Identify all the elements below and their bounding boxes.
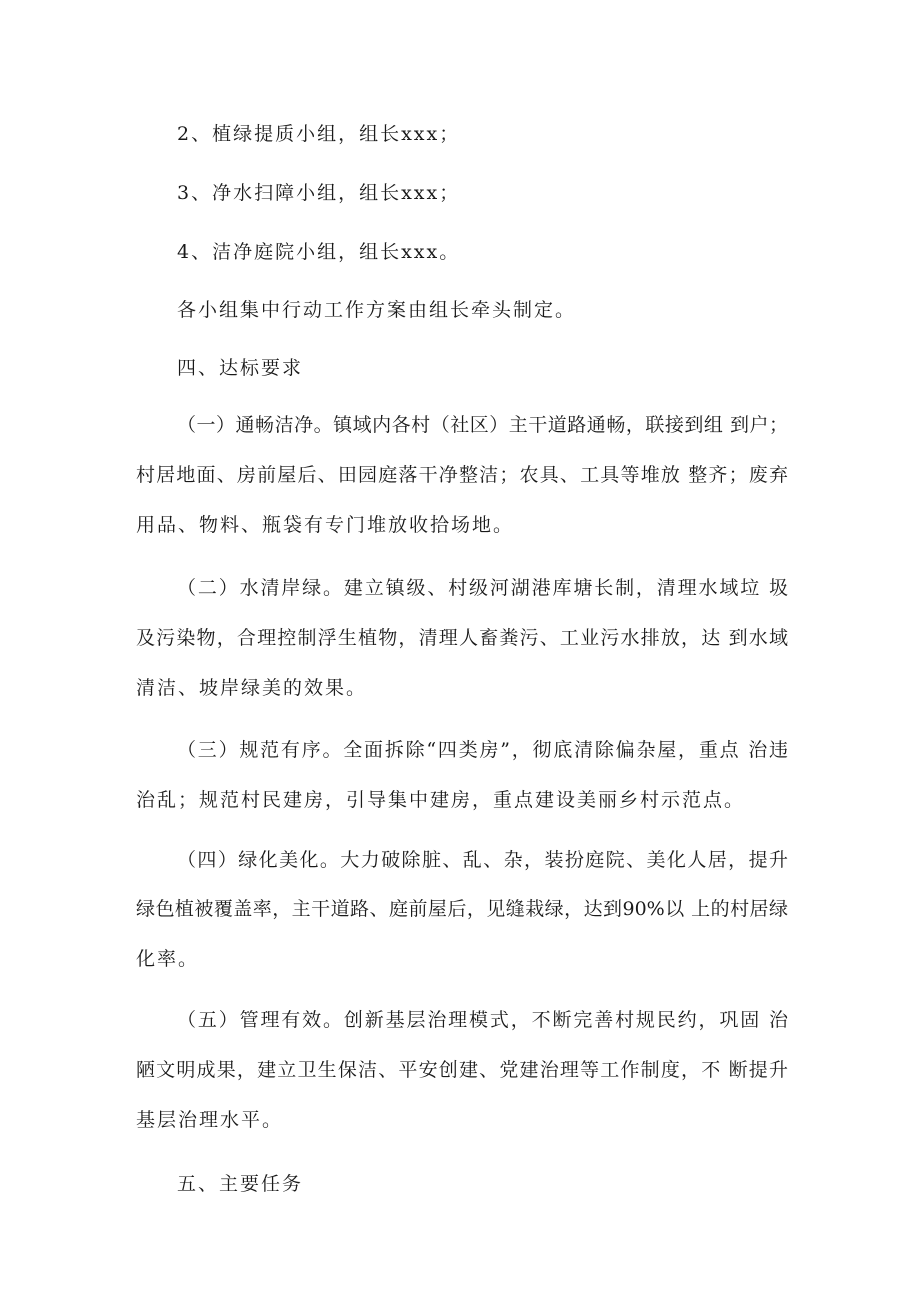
list-item-courtyard-group: 4、洁净庭院小组，组长xxx。 [177,241,461,263]
paragraph-1-line-1: （一）通畅洁净。镇域内各村（社区）主干道路通畅，联接到组 到户； [177,414,788,436]
paragraph-1-line-2: 村居地面、房前屋后、田园庭落干净整洁；农具、工具等堆放 整齐；废弃 [136,464,788,486]
paragraph-5-line-2: 陋文明成果，建立卫生保洁、平安创建、党建治理等工作制度，不 断提升 [136,1059,788,1081]
paragraph-4-line-2: 绿色植被覆盖率，主干道路、庭前屋后，见缝栽绿，达到90%以 上的村居绿 [136,898,788,920]
paragraph-3-line-2: 治乱；规范村民建房，引导集中建房，重点建设美丽乡村示范点。 [136,789,746,811]
list-item-water-group: 3、净水扫障小组，组长xxx； [177,182,461,204]
paragraph-2-line-2: 及污染物，合理控制浮生植物，清理人畜粪污、工业污水排放，达 到水域 [136,627,788,649]
list-item-greening-group: 2、植绿提质小组，组长xxx； [177,123,461,145]
paragraph-2-line-1: （二）水清岸绿。建立镇级、村级河湖港库塘长制，清理水域垃 圾 [177,577,788,599]
paragraph-4-line-1: （四）绿化美化。大力破除脏、乱、杂，装扮庭院、美化人居，提升 [177,849,788,871]
paragraph-4-line-3: 化率。 [136,948,200,970]
note-paragraph: 各小组集中行动工作方案由组长牵头制定。 [177,299,577,321]
paragraph-5-line-3: 基层治理水平。 [136,1109,284,1131]
paragraph-5-line-1: （五）管理有效。创新基层治理模式，不断完善村规民约，巩固 治 [177,1009,788,1031]
section-heading-standards: 四、达标要求 [177,357,304,379]
paragraph-1-line-3: 用品、物料、瓶袋有专门堆放收拾场地。 [136,514,515,536]
paragraph-2-line-3: 清洁、坡岸绿美的效果。 [136,677,368,699]
paragraph-3-line-1: （三）规范有序。全面拆除“四类房”，彻底清除偏杂屋，重点 治违 [177,739,788,761]
section-heading-tasks: 五、主要任务 [177,1173,304,1195]
